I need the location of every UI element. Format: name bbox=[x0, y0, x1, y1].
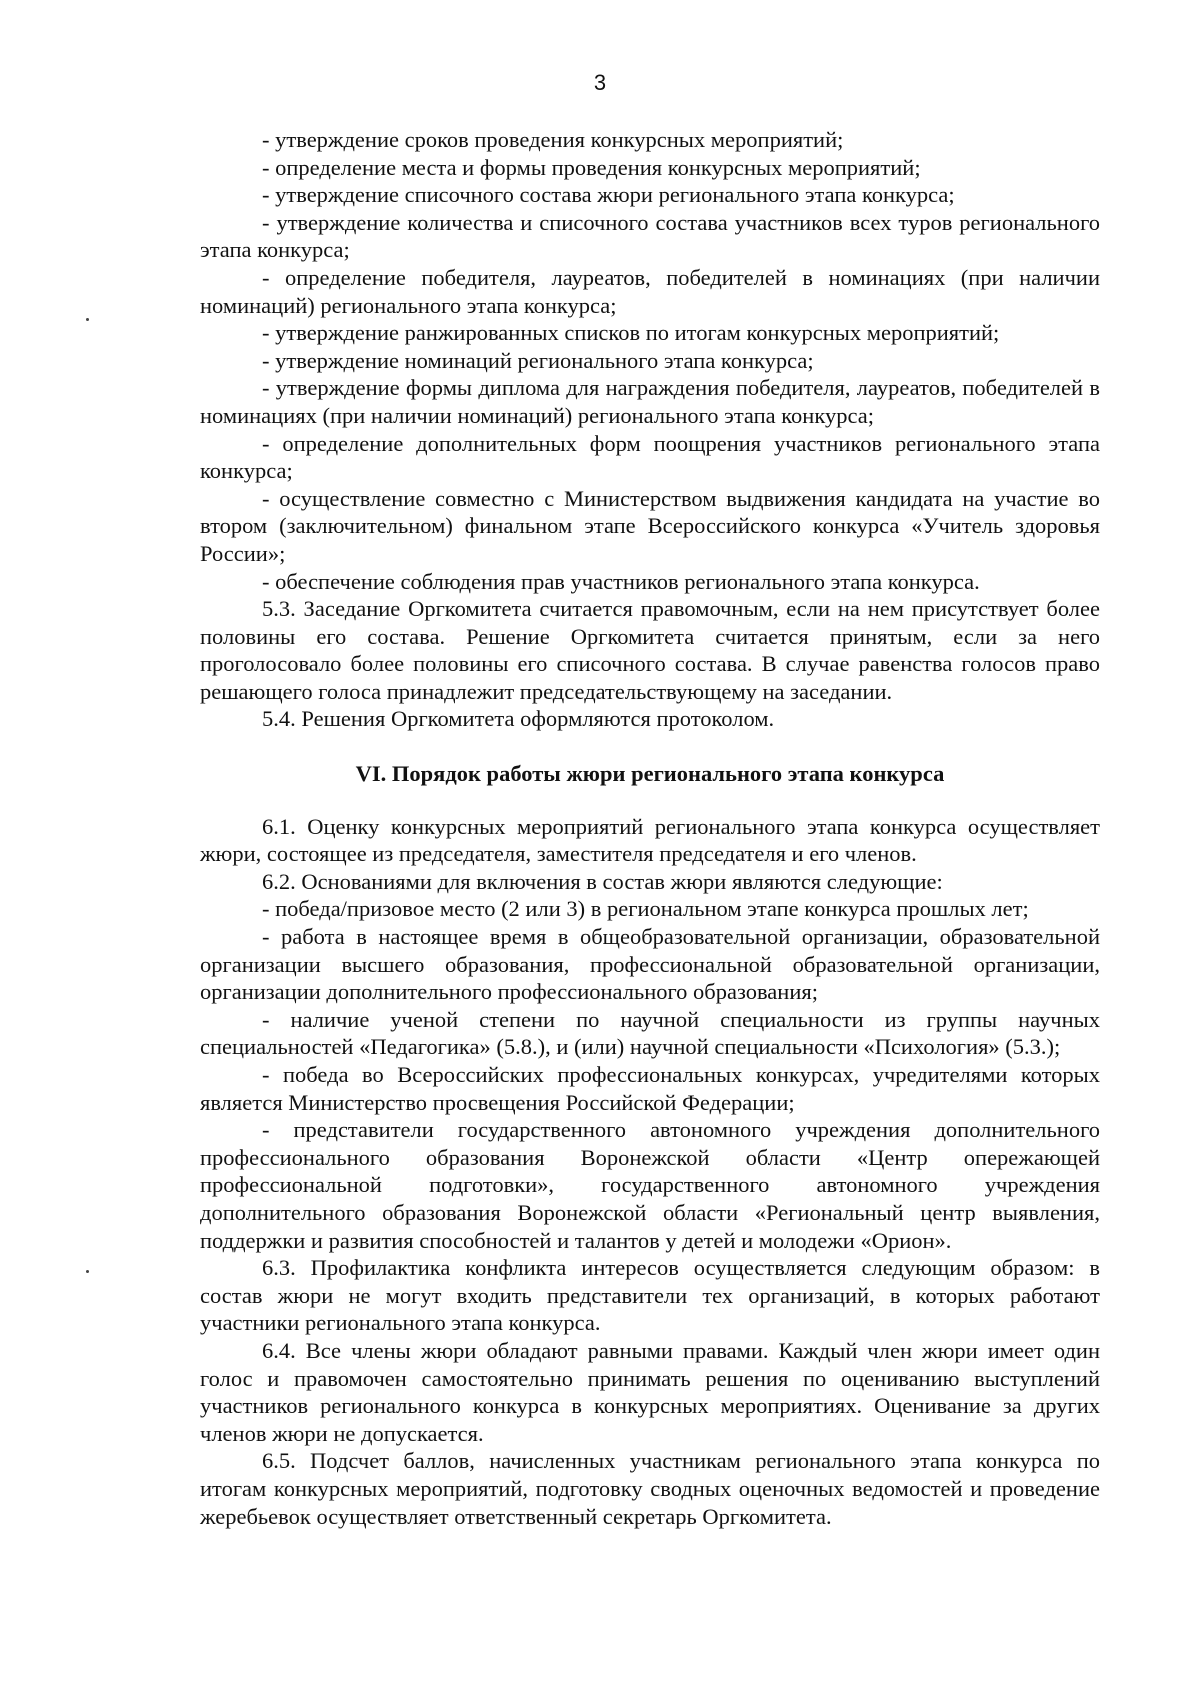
paragraph: 6.1. Оценку конкурсных мероприятий регионального этапа конкурса осуществляет жюри, состоящее из председателя, заместителя председателя и его членов. bbox=[200, 813, 1100, 867]
paragraph: - утверждение списочного состава жюри регионального этапа конкурса; bbox=[262, 182, 955, 208]
scan-dot bbox=[86, 1270, 89, 1273]
paragraph: - утверждение ранжированных списков по итогам конкурсных мероприятий; bbox=[262, 320, 1000, 346]
paragraph: - работа в настоящее время в общеобразовательной организации, образовательной организации высшего образования, профессиональной образовательной организации, организации дополнительного профессионального образования; bbox=[200, 924, 1100, 1005]
paragraph: - утверждение количества и списочного состава участников всех туров регионального этапа конкурса; bbox=[200, 209, 1100, 263]
paragraph: 6.2. Основаниями для включения в состав жюри являются следующие: bbox=[262, 868, 943, 894]
section-heading: VI. Порядок работы жюри регионального этапа конкурса bbox=[355, 761, 945, 787]
paragraph: 6.4. Все члены жюри обладают равными правами. Каждый член жюри имеет один голос и правомочен самостоятельно принимать решения по оцениванию выступлений участников регионального конкурса в конкурсных мероприятиях. Оценивание за других членов жюри не допускается. bbox=[200, 1337, 1100, 1446]
paragraph: - определение дополнительных форм поощрения участников регионального этапа конкурса; bbox=[200, 430, 1100, 484]
paragraph: - победа во Всероссийских профессиональных конкурсах, учредителями которых является Министерство просвещения Российской Федерации; bbox=[200, 1062, 1100, 1115]
paragraph: 5.3. Заседание Оргкомитета считается правомочным, если на нем присутствует более половины его состава. Решение Оргкомитета считается принятым, если за него проголосовало более половины его списочного состава. В случае равенства голосов право решающего голоса принадлежит председательствующему на заседании. bbox=[200, 596, 1100, 704]
paragraph: - определение победителя, лауреатов, победителей в номинациях (при наличии номинаций) регионального этапа конкурса; bbox=[200, 264, 1100, 318]
paragraph: 5.4. Решения Оргкомитета оформляются протоколом. bbox=[262, 706, 775, 732]
page-number: 3 bbox=[593, 70, 607, 95]
paragraph: - представители государственного автономного учреждения дополнительного профессионального образования Воронежской области «Центр опережающей профессиональной подготовки», государственного автономного учреждения дополнительного образования Воронежской области «Региональный центр выявления, поддержки и развития способностей и талантов у детей и молодежи «Орион». bbox=[200, 1117, 1100, 1253]
paragraph: - утверждение сроков проведения конкурсных мероприятий; bbox=[262, 127, 844, 152]
document-body bbox=[200, 126, 1100, 1530]
paragraph: 6.3. Профилактика конфликта интересов осуществляется следующим образом: в состав жюри не могут входить представители тех организаций, в которых работают участники регионального этапа конкурса. bbox=[200, 1255, 1100, 1336]
paragraph: - наличие ученой степени по научной специальности из группы научных специальностей «Педагогика» (5.8.), и (или) научной специальности «Психология» (5.3.); bbox=[200, 1006, 1100, 1060]
paragraph: - определение места и формы проведения конкурсных мероприятий; bbox=[262, 154, 921, 180]
paragraph: - победа/призовое место (2 или 3) в региональном этапе конкурса прошлых лет; bbox=[262, 896, 1029, 922]
paragraph: - осуществление совместно с Министерством выдвижения кандидата на участие во втором (заключительном) финальном этапе Всероссийского конкурса «Учитель здоровья России»; bbox=[200, 485, 1100, 566]
scan-dot bbox=[86, 318, 89, 321]
paragraph: 6.5. Подсчет баллов, начисленных участникам регионального этапа конкурса по итогам конкурсных мероприятий, подготовку сводных оценочных ведомостей и проведение жеребьевок осуществляет ответственный секретарь Оргкомитета. bbox=[200, 1448, 1100, 1529]
paragraph: - утверждение формы диплома для награждения победителя, лауреатов, победителей в номинациях (при наличии номинаций) регионального этапа конкурса; bbox=[200, 375, 1100, 428]
paragraph: - утверждение номинаций регионального этапа конкурса; bbox=[262, 347, 814, 373]
paragraph: - обеспечение соблюдения прав участников регионального этапа конкурса. bbox=[262, 568, 980, 594]
